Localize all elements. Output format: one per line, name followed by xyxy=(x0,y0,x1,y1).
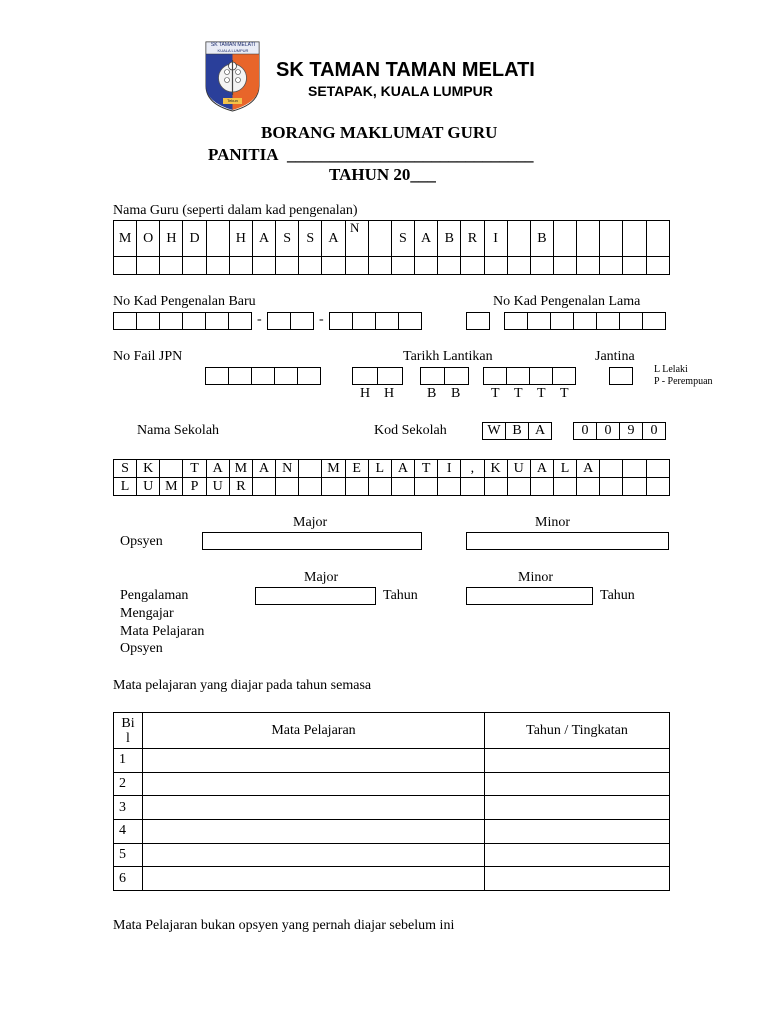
tahun-label: TAHUN 20___ xyxy=(329,165,436,184)
char-cell[interactable]: K xyxy=(137,460,160,478)
ic-baru-part3[interactable] xyxy=(329,312,421,330)
date-label-h1: H xyxy=(360,386,371,401)
char-cell[interactable] xyxy=(530,478,553,496)
date-label-t1: T xyxy=(491,386,500,401)
header-subject: Mata Pelajaran xyxy=(143,713,485,749)
char-cell[interactable] xyxy=(507,257,530,275)
char-cell[interactable] xyxy=(577,221,600,257)
char-cell[interactable] xyxy=(484,478,507,496)
char-cell[interactable]: A xyxy=(252,221,275,257)
footer-text: Mata Pelajaran bukan opsyen yang pernah diajar sebelum ini xyxy=(113,918,455,933)
table-row xyxy=(114,796,670,820)
char-cell[interactable] xyxy=(114,257,137,275)
date-label-b2: B xyxy=(451,386,461,401)
pengalaman-label-1: Pengalaman xyxy=(120,588,189,603)
char-cell[interactable] xyxy=(507,221,530,257)
pengalaman-major-field[interactable] xyxy=(255,587,376,605)
char-cell[interactable]: S xyxy=(276,221,299,257)
jantina-legend-l: L Lelaki xyxy=(654,364,688,375)
table-row xyxy=(114,820,670,844)
char-cell[interactable] xyxy=(160,257,183,275)
char-cell[interactable]: B xyxy=(530,221,553,257)
pengalaman-major-heading: Major xyxy=(304,570,339,585)
char-cell[interactable]: A xyxy=(577,460,600,478)
pengalaman-label-4: Opsyen xyxy=(120,641,163,656)
char-cell[interactable]: L xyxy=(114,478,137,496)
char-cell[interactable] xyxy=(252,478,275,496)
row-number: 5 xyxy=(114,843,143,867)
jantina-cell[interactable] xyxy=(609,367,632,385)
date-label-b1: B xyxy=(427,386,437,401)
char-cell[interactable]: U xyxy=(137,478,160,496)
table-row xyxy=(114,843,670,867)
char-cell[interactable]: U xyxy=(507,460,530,478)
char-cell[interactable]: P xyxy=(183,478,206,496)
kod-cell[interactable]: 9 xyxy=(619,422,643,440)
kod-sekolah-letters[interactable] xyxy=(482,422,551,440)
char-cell[interactable] xyxy=(391,478,414,496)
subject-cell[interactable] xyxy=(143,843,485,867)
char-cell[interactable] xyxy=(299,478,322,496)
row-number: 2 xyxy=(114,772,143,796)
char-cell[interactable] xyxy=(553,221,576,257)
year-cell[interactable] xyxy=(485,867,670,891)
char-cell[interactable]: U xyxy=(206,478,229,496)
char-cell[interactable]: A xyxy=(530,460,553,478)
char-cell[interactable] xyxy=(368,221,391,257)
char-cell[interactable]: A xyxy=(322,221,345,257)
date-label-t3: T xyxy=(537,386,546,401)
char-cell[interactable] xyxy=(577,257,600,275)
char-cell[interactable]: M xyxy=(322,460,345,478)
header-bil xyxy=(114,713,143,749)
year-cell[interactable] xyxy=(485,820,670,844)
year-cell[interactable] xyxy=(485,843,670,867)
jantina-legend-p: P - Perempuan xyxy=(654,376,713,387)
char-cell[interactable] xyxy=(646,257,669,275)
char-cell[interactable]: B xyxy=(438,221,461,257)
char-cell[interactable] xyxy=(553,257,576,275)
year-cell[interactable] xyxy=(485,749,670,773)
char-cell[interactable]: A xyxy=(206,460,229,478)
char-cell[interactable] xyxy=(415,478,438,496)
panitia-line: _____________________________ xyxy=(287,145,534,164)
ic-lama-number[interactable] xyxy=(504,312,665,330)
subject-cell[interactable] xyxy=(143,772,485,796)
subjects-table[interactable] xyxy=(113,712,670,891)
logo-text-sub: KUALA LUMPUR xyxy=(217,48,249,53)
char-cell[interactable] xyxy=(577,478,600,496)
char-cell[interactable] xyxy=(391,257,414,275)
char-cell[interactable] xyxy=(600,460,623,478)
char-cell[interactable] xyxy=(623,257,646,275)
kod-sekolah-digits[interactable] xyxy=(573,422,665,440)
char-cell[interactable]: A xyxy=(415,221,438,257)
char-cell[interactable]: S xyxy=(114,460,137,478)
nama-guru-grid[interactable] xyxy=(113,220,670,275)
char-cell[interactable] xyxy=(438,257,461,275)
tarikh-day-cells[interactable] xyxy=(352,367,402,385)
header-bil-line2: l xyxy=(126,730,130,746)
char-cell[interactable]: D xyxy=(183,221,206,257)
char-cell[interactable]: K xyxy=(484,460,507,478)
kod-cell[interactable]: 0 xyxy=(596,422,620,440)
char-cell[interactable]: H xyxy=(160,221,183,257)
char-cell[interactable] xyxy=(461,478,484,496)
ic-lama-label: No Kad Pengenalan Lama xyxy=(493,294,641,309)
char-cell[interactable] xyxy=(623,460,646,478)
opsyen-major-field[interactable] xyxy=(202,532,422,550)
char-cell[interactable]: I xyxy=(484,221,507,257)
char-cell[interactable] xyxy=(252,257,275,275)
table-row xyxy=(114,867,670,891)
char-cell[interactable] xyxy=(484,257,507,275)
ic-baru-label: No Kad Pengenalan Baru xyxy=(113,294,256,309)
pengalaman-minor-unit: Tahun xyxy=(600,588,635,603)
char-cell[interactable] xyxy=(623,478,646,496)
char-cell[interactable]: M xyxy=(160,478,183,496)
pengalaman-minor-heading: Minor xyxy=(518,570,553,585)
kod-cell[interactable]: 0 xyxy=(642,422,666,440)
ic-dash-2: - xyxy=(319,312,324,327)
panitia-label: PANITIA xyxy=(208,145,279,164)
char-cell[interactable] xyxy=(276,257,299,275)
char-cell[interactable] xyxy=(507,478,530,496)
char-cell[interactable] xyxy=(553,478,576,496)
char-cell[interactable] xyxy=(137,257,160,275)
fail-jpn-label: No Fail JPN xyxy=(113,349,183,364)
school-crest-icon xyxy=(204,40,261,112)
ic-dash-1: - xyxy=(257,312,262,327)
form-title: BORANG MAKLUMAT GURU xyxy=(261,123,498,142)
tarikh-year-cells[interactable] xyxy=(483,367,575,385)
row-number: 1 xyxy=(114,749,143,773)
pengalaman-label-2: Mengajar xyxy=(120,606,174,621)
char-cell[interactable]: , xyxy=(461,460,484,478)
subject-cell[interactable] xyxy=(143,867,485,891)
char-cell[interactable]: L xyxy=(368,460,391,478)
ic-lama-prefix[interactable] xyxy=(466,312,489,330)
char-cell[interactable]: I xyxy=(438,460,461,478)
pengalaman-label-3: Mata Pelajaran xyxy=(120,624,205,639)
nama-overflow-char: N xyxy=(350,220,360,235)
char-cell[interactable] xyxy=(600,478,623,496)
kod-cell[interactable]: W xyxy=(482,422,506,440)
subject-cell[interactable] xyxy=(143,820,485,844)
opsyen-minor-heading: Minor xyxy=(535,515,570,530)
char-cell[interactable] xyxy=(183,257,206,275)
logo-motto: Tekun xyxy=(227,98,238,103)
fail-jpn-cells[interactable] xyxy=(205,367,320,385)
char-cell[interactable]: L xyxy=(553,460,576,478)
char-cell[interactable] xyxy=(229,257,252,275)
table-row xyxy=(114,749,670,773)
char-cell[interactable] xyxy=(646,460,669,478)
char-cell[interactable]: E xyxy=(345,460,368,478)
tarikh-lantikan-label: Tarikh Lantikan xyxy=(403,349,493,364)
char-cell[interactable]: T xyxy=(183,460,206,478)
char-cell[interactable]: T xyxy=(415,460,438,478)
grid-row xyxy=(114,460,670,478)
kod-cell[interactable]: A xyxy=(528,422,552,440)
char-cell[interactable] xyxy=(160,460,183,478)
char-cell[interactable] xyxy=(345,478,368,496)
header-year: Tahun / Tingkatan xyxy=(485,713,670,749)
year-cell[interactable] xyxy=(485,772,670,796)
header-bil-line1: Bi xyxy=(121,715,135,731)
pengalaman-minor-field[interactable] xyxy=(466,587,593,605)
nama-guru-label: Nama Guru (seperti dalam kad pengenalan) xyxy=(113,203,358,218)
char-cell[interactable] xyxy=(299,460,322,478)
grid-row xyxy=(114,221,670,257)
char-cell[interactable] xyxy=(368,478,391,496)
row-number: 6 xyxy=(114,867,143,891)
pengalaman-major-unit: Tahun xyxy=(383,588,418,603)
char-cell[interactable]: R xyxy=(461,221,484,257)
char-cell[interactable]: N xyxy=(276,460,299,478)
logo-text-top: SK TAMAN MELATI xyxy=(210,42,256,48)
char-cell[interactable] xyxy=(415,257,438,275)
char-cell[interactable] xyxy=(646,221,669,257)
subjects-intro: Mata pelajaran yang diajar pada tahun semasa xyxy=(113,678,372,693)
char-cell[interactable] xyxy=(299,257,322,275)
ic-baru-part2[interactable] xyxy=(267,312,313,330)
subject-cell[interactable] xyxy=(143,796,485,820)
date-label-t4: T xyxy=(560,386,569,401)
ic-baru-part1[interactable] xyxy=(113,312,251,330)
kod-cell[interactable]: 0 xyxy=(573,422,597,440)
date-label-t2: T xyxy=(514,386,523,401)
char-cell[interactable] xyxy=(646,478,669,496)
char-cell[interactable] xyxy=(206,257,229,275)
row-number: 3 xyxy=(114,796,143,820)
opsyen-minor-field[interactable] xyxy=(466,532,669,550)
grid-row xyxy=(114,257,670,275)
tarikh-month-cells[interactable] xyxy=(420,367,468,385)
char-cell[interactable]: O xyxy=(137,221,160,257)
char-cell[interactable] xyxy=(345,257,368,275)
subject-cell[interactable] xyxy=(143,749,485,773)
char-cell[interactable] xyxy=(206,221,229,257)
row-number: 4 xyxy=(114,820,143,844)
date-label-h2: H xyxy=(384,386,395,401)
school-address: SETAPAK, KUALA LUMPUR xyxy=(308,83,493,99)
jantina-label: Jantina xyxy=(595,349,635,364)
nama-sekolah-grid[interactable] xyxy=(113,459,670,496)
char-cell[interactable] xyxy=(600,221,623,257)
char-cell[interactable] xyxy=(438,478,461,496)
char-cell[interactable]: R xyxy=(229,478,252,496)
kod-cell[interactable]: B xyxy=(505,422,529,440)
char-cell[interactable] xyxy=(322,257,345,275)
char-cell[interactable]: M xyxy=(114,221,137,257)
opsyen-label: Opsyen xyxy=(120,534,163,549)
char-cell[interactable]: S xyxy=(391,221,414,257)
char-cell[interactable]: A xyxy=(252,460,275,478)
char-cell[interactable] xyxy=(461,257,484,275)
char-cell[interactable] xyxy=(276,478,299,496)
char-cell[interactable] xyxy=(623,221,646,257)
opsyen-major-heading: Major xyxy=(293,515,328,530)
nama-sekolah-label: Nama Sekolah xyxy=(137,423,220,438)
kod-sekolah-label: Kod Sekolah xyxy=(374,423,447,438)
char-cell[interactable]: A xyxy=(391,460,414,478)
char-cell[interactable]: H xyxy=(229,221,252,257)
char-cell[interactable] xyxy=(600,257,623,275)
table-row xyxy=(114,772,670,796)
char-cell[interactable] xyxy=(530,257,553,275)
year-cell[interactable] xyxy=(485,796,670,820)
char-cell[interactable]: S xyxy=(299,221,322,257)
char-cell[interactable] xyxy=(368,257,391,275)
char-cell[interactable] xyxy=(322,478,345,496)
grid-row xyxy=(114,478,670,496)
char-cell[interactable]: M xyxy=(229,460,252,478)
school-name: SK TAMAN TAMAN MELATI xyxy=(276,59,535,81)
